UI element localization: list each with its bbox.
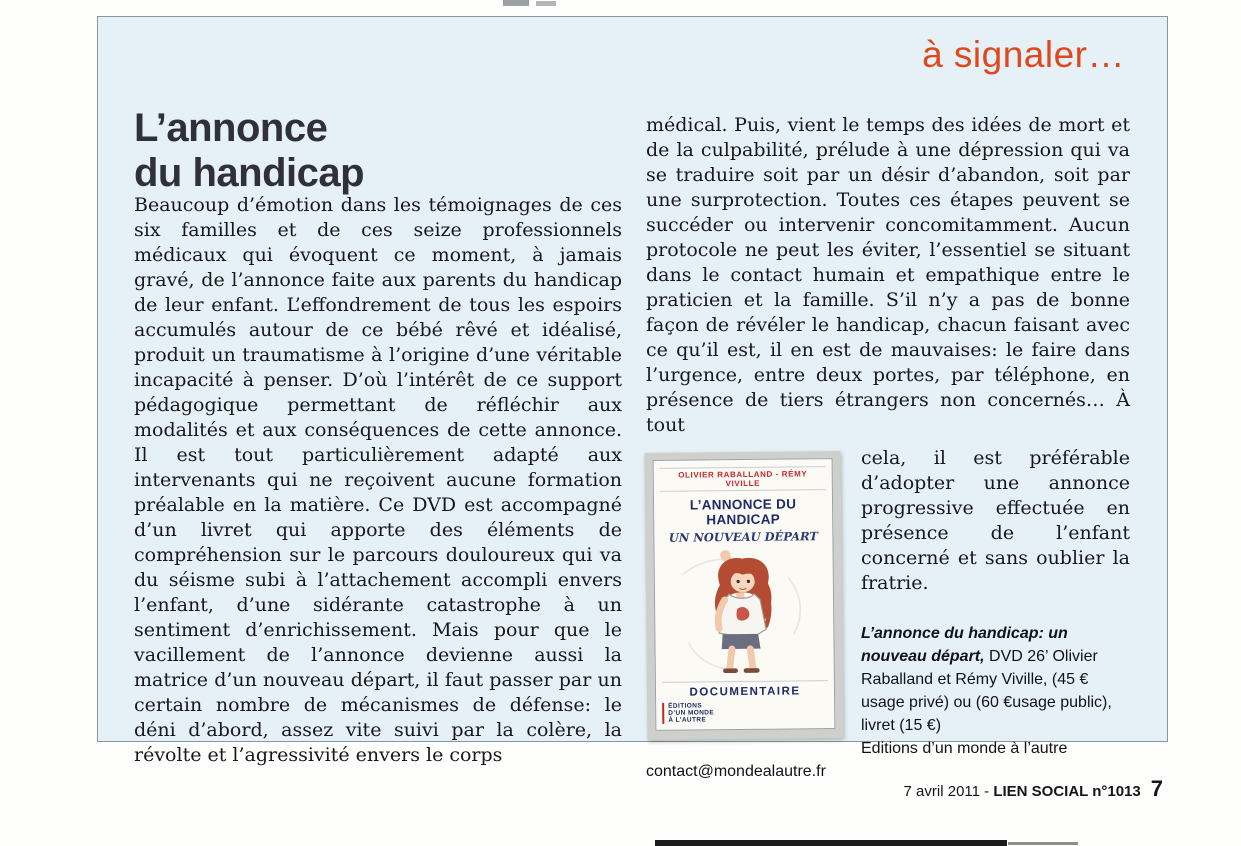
left-column-text: Beaucoup d’émotion dans les témoignages de ces six familles et de ces seize professionnels médicaux qui évoquent ce moment, à jamais gravé, de l’annonce faite aux parents du handicap de leur enfant. L’effondrement de tous les espoirs accumulés autour de ce bébé rêvé et idéalisé, produit un traumatisme à l’origine d’une véritable incapacité à penser. D’où l’intérêt de ce support pédagogique permettant de réfléchir aux modalités et aux conséquences de cette annonce. Il est tout particulièrement adapté aux intervenants qui ne reçoivent aucune formation préalable en la matière. Ce DVD est accompagné d’un livret qui apporte des éléments de compréhension sur le parcours douloureux qui va du séisme subi à l’attachement accompli envers l’enfant, d’une sidérante catastrophe à un sentiment d’enrichissement. Mais pour que le vacillement de l’annonce devienne aussi la matrice d’un nouveau départ, il faut passer par un certain nombre de mécanismes de défense: le déni d’abord, assez vite suivi par la colère, la révolte et l’agressivité envers le corps [134,194,622,766]
section-label: à signaler… [922,34,1125,75]
footer-page-number: 7 [1150,776,1163,801]
dvd-publisher-logo: ÉDITIONS D’UN MONDE À L’AUTRE [662,701,828,724]
dvd-authors: OLIVIER RABALLAND - RÉMY VIVILLE [660,466,826,492]
left-column [134,193,622,768]
page-footer [904,776,1163,802]
article-title [134,106,364,196]
dvd-subtitle: UN NOUVEAU DÉPART [668,529,819,545]
scan-artifact [1008,842,1078,845]
dvd-genre-label: DOCUMENTAIRE [662,680,828,699]
footer-journal-title: LIEN SOCIAL n°1013 [993,783,1141,800]
caption-email: contact@mondealautre.fr [646,763,826,780]
caption-title: L’annonce du handicap: un nouveau départ, [861,625,1068,665]
caption-details: DVD 26’ Olivier Raballand et Rémy Viville, (45 € usage privé) ou (60 €usage public), livret (15 €) [861,648,1112,734]
scan-artifact [536,1,556,6]
scan-artifact [503,0,529,6]
article-title-line2: du handicap [134,150,365,195]
caption-publisher: Editions d’un monde à l’autre [861,740,1068,757]
dvd-cover [653,458,836,731]
dvd-title: L’ANNONCE DU HANDICAP [689,496,797,528]
dvd-wrap-area [646,446,1130,783]
right-column-top-text: médical. Puis, vient le temps des idées de mort et de la culpabilité, prélude à une dépression qui va se traduire soit par un désir d’abandon, soit par une surprotection. Toutes ces étapes peuvent se succéder ou intervenir concomitamment. Aucun protocole ne peut les éviter, l’essentiel se situant dans le contact humain et empathique entre le praticien et la famille. S’il n’y a pas de bonne façon de révéler le handicap, chacun faisant avec ce qu’il est, il en est de mauvaises: le faire dans l’urgence, entre deux portes, par téléphone, en présence de tiers étrangers non concernés… À tout [646,114,1130,436]
right-column-wrap-text: cela, il est préférable d’adopter une annonce progressive effectuée en présence de l’enfant concerné et sans oublier la fratrie. [861,447,1130,594]
scan-artifact [655,840,1007,846]
right-column [646,113,1130,783]
dvd-cover-photo [645,451,844,740]
dvd-illustration [660,545,827,680]
article-title-line1: L’annonce [134,105,328,150]
article-panel [97,16,1168,780]
footer-date: 7 avril 2011 - [903,783,994,800]
